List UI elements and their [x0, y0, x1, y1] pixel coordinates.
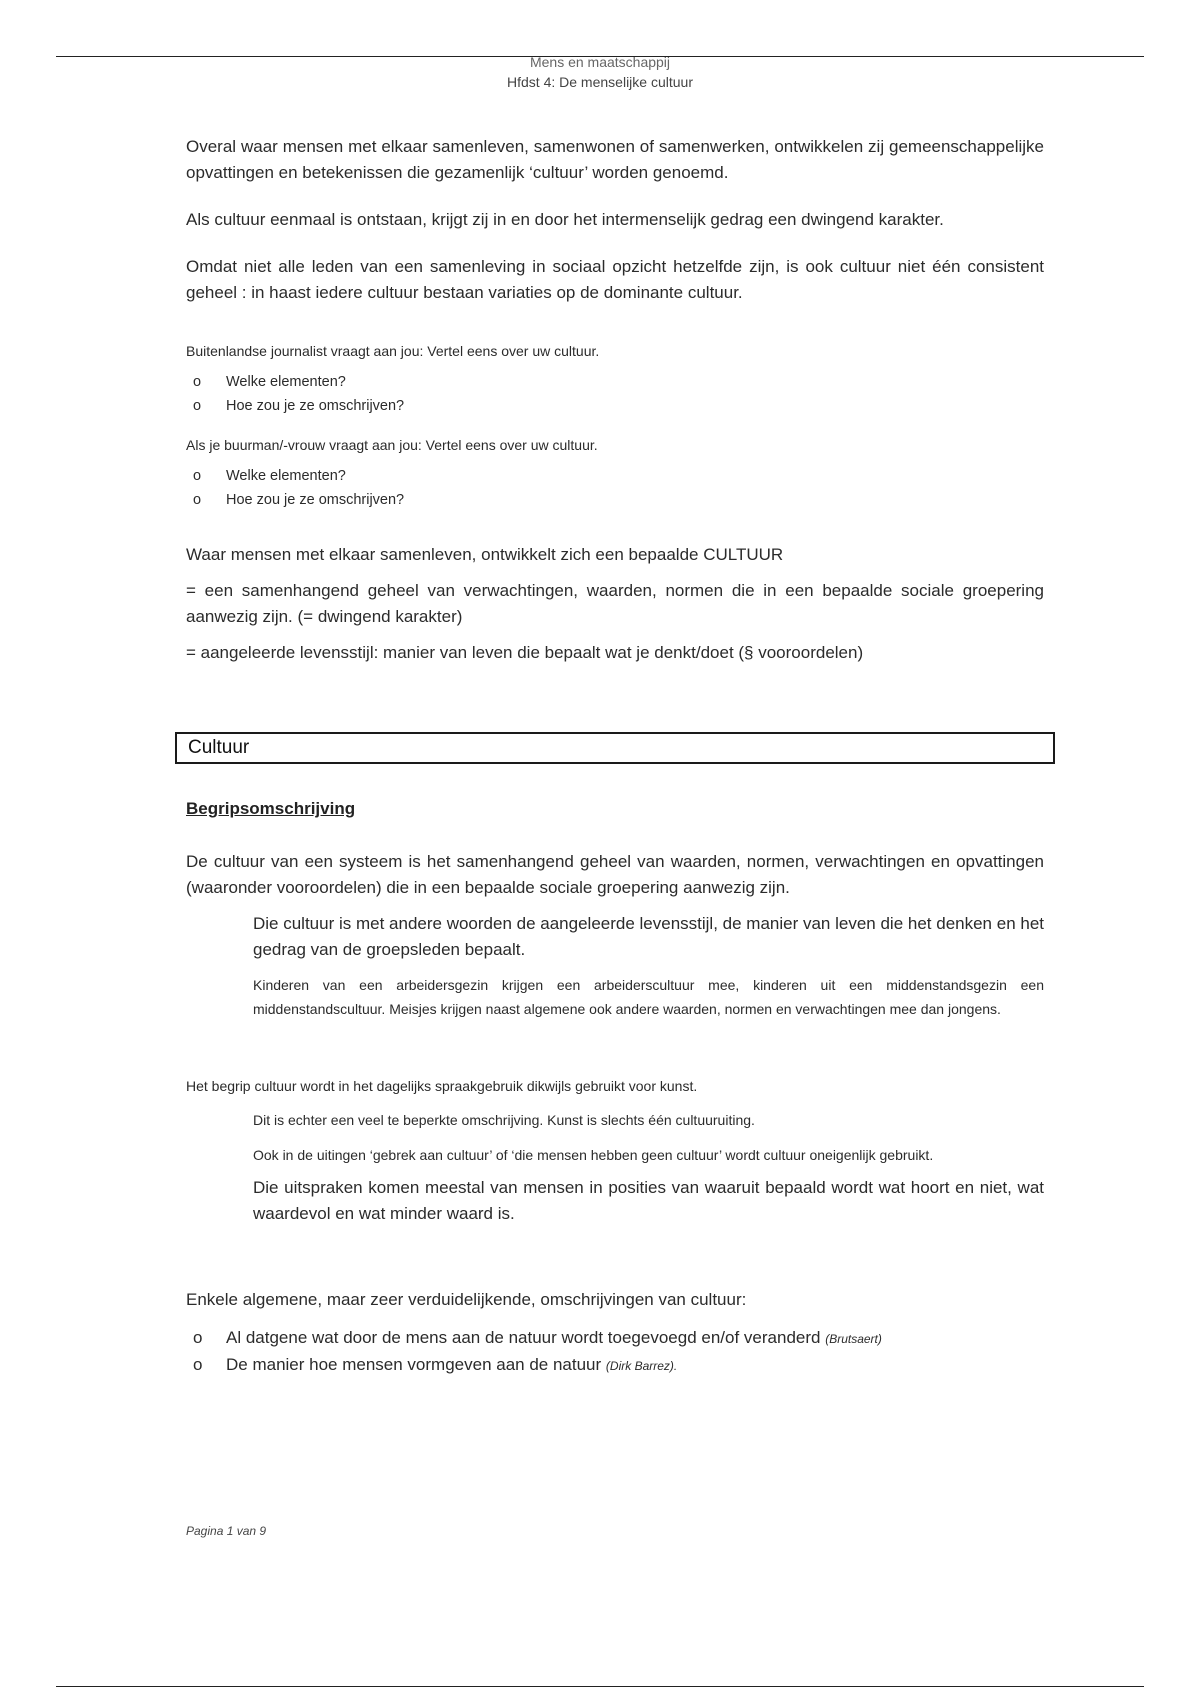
list-item [186, 1325, 1044, 1352]
question-prompt-neighbour: Als je buurman/-vrouw vraagt aan jou: Vertel eens over uw cultuur. [186, 437, 598, 453]
list-item [186, 1352, 1044, 1379]
kunst-paragraph-2: Dit is echter een veel te beperkte omschrijving. Kunst is slechts één cultuuruiting. [253, 1112, 755, 1128]
list-item-text: Al datgene wat door de mens aan de natuur wordt toegevoegd en/of veranderd [226, 1328, 826, 1347]
page-header [0, 52, 1200, 93]
question-prompt-journalist: Buitenlandse journalist vraagt aan jou: Vertel eens over uw cultuur. [186, 343, 600, 359]
begrip-paragraph-1: De cultuur van een systeem is het samenhangend geheel van waarden, normen, verwachtingen en opvattingen (waaronder vooroordelen) die in een bepaalde sociale groepering aanwezig zijn. [186, 852, 1044, 897]
kunst-paragraph-1: Het begrip cultuur wordt in het dagelijks spraakgebruik dikwijls gebruikt voor kunst. [186, 1078, 698, 1094]
question-list-neighbour [186, 464, 1044, 512]
subheading-begripsomschrijving: Begripsomschrijving [186, 799, 356, 818]
kunst-paragraph-3: Ook in de uitingen ‘gebrek aan cultuur’ of ‘die mensen hebben geen cultuur’ wordt cultuur oneigenlijk gebruikt. [253, 1147, 934, 1163]
header-course: Mens en maatschappij [529, 54, 671, 70]
begrip-paragraph-3: Kinderen van een arbeidersgezin krijgen een arbeiderscultuur mee, kinderen uit een middenstandsgezin een middenstandscultuur. Meisjes krijgen naast algemene ook andere waarden, normen en verwachtingen mee dan jongens. [253, 977, 1044, 1017]
begrip-section [186, 849, 1044, 1021]
page-number: Pagina 1 van 9 [186, 1524, 267, 1538]
header-chapter: Hfdst 4: De menselijke cultuur [507, 74, 693, 91]
list-item: o Hoe zou je ze omschrijven? [186, 488, 1044, 512]
list-item: o Welke elementen? [186, 370, 1044, 394]
list-item: o Welke elementen? [186, 464, 1044, 488]
list-item-text: De manier hoe mensen vormgeven aan de natuur [226, 1355, 606, 1374]
section-title-cultuur: Cultuur [175, 732, 1055, 764]
intro-paragraph-1: Overal waar mensen met elkaar samenleven, samenwonen of samenwerken, ontwikkelen zij gemeenschappelijke opvattingen en betekenissen die gezamenlijk ‘cultuur’ worden genoemd. [186, 137, 1044, 182]
kunst-section [186, 1075, 1044, 1227]
definition-levensstijl: = aangeleerde levensstijl: manier van leven die bepaalt wat je denkt/doet (§ vooroordelen) [186, 643, 864, 662]
citation-barrez: (Dirk Barrez). [605, 1359, 678, 1373]
kunst-paragraph-4: Die uitspraken komen meestal van mensen in posities van waaruit bepaald wordt wat hoort en niet, wat waardevol en wat minder waard is. [253, 1178, 1044, 1223]
definition-samenhangend: = een samenhangend geheel van verwachtingen, waarden, normen die in een bepaalde sociale groepering aanwezig zijn. (= dwingend karakter) [186, 581, 1044, 626]
footer-rule [56, 1686, 1144, 1687]
intro-section [186, 134, 1044, 666]
intro-paragraph-3: Omdat niet alle leden van een samenleving in sociaal opzicht hetzelfde zijn, is ook cultuur niet één consistent geheel : in haast iedere cultuur bestaan variaties op de dominante cultuur. [186, 257, 1044, 302]
begrip-paragraph-2: Die cultuur is met andere woorden de aangeleerde levensstijl, de manier van leven die het denken en het gedrag van de groepsleden bepaalt. [253, 914, 1044, 959]
question-list-journalist [186, 370, 1044, 418]
definition-intro: Waar mensen met elkaar samenleven, ontwikkelt zich een bepaalde CULTUUR [186, 545, 784, 564]
intro-paragraph-2: Als cultuur eenmaal is ontstaan, krijgt zij in en door het intermenselijk gedrag een dwingend karakter. [186, 210, 944, 229]
citation-brutsaert: (Brutsaert) [825, 1332, 882, 1346]
general-list [186, 1325, 1044, 1379]
list-item: o Hoe zou je ze omschrijven? [186, 394, 1044, 418]
general-section [186, 1287, 1044, 1379]
general-intro: Enkele algemene, maar zeer verduidelijkende, omschrijvingen van cultuur: [186, 1290, 747, 1309]
